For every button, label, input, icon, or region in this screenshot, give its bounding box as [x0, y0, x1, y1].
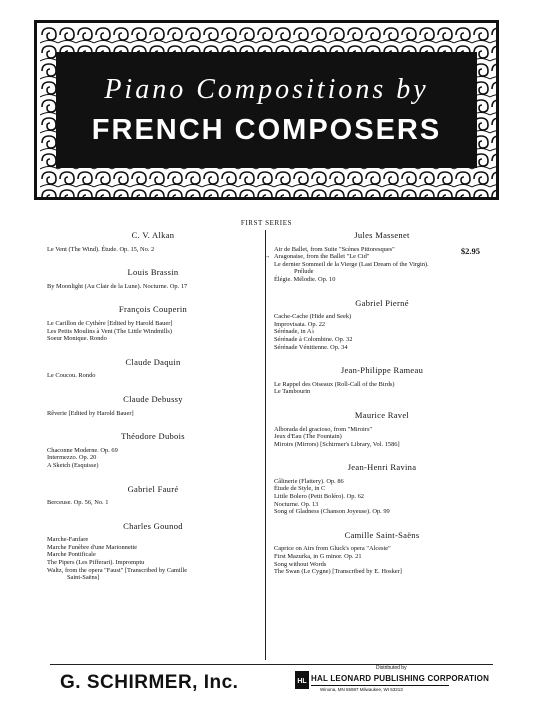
- series-label: FIRST SERIES: [240, 219, 293, 227]
- piece-item: Caprice on Airs from Gluck's opera "Alceste": [274, 545, 391, 553]
- piece-item: Sérénade à Colombine. Op. 32: [274, 335, 353, 343]
- piece-item: Élégie. Mélodie. Op. 10: [274, 275, 336, 283]
- piece-item: Waltz, from the opera "Faust" [Transcribed by Camille: [47, 566, 188, 574]
- piece-item: Song without Words: [274, 560, 327, 568]
- composer-name: Maurice Ravel: [354, 409, 410, 420]
- piece-item: Prélude: [294, 268, 314, 276]
- title-line-2: FRENCH COMPOSERS: [91, 114, 442, 146]
- composer-name: Théodore Dubois: [121, 431, 185, 442]
- piece-item: First Mazurka, in G minor. Op. 21: [274, 553, 362, 561]
- piece-item: Le Coucou. Rondo: [47, 372, 96, 380]
- composer-name: Claude Debussy: [123, 393, 183, 404]
- piece-item: Nocturne. Op. 13: [274, 500, 319, 508]
- piece-item: Rêverie [Edited by Harold Bauer]: [47, 409, 134, 417]
- piece-item: Sérénade Vénitienne. Op. 34: [274, 343, 348, 351]
- piece-item: Intermezzo. Op. 20: [47, 454, 97, 462]
- piece-item: The Pipers (Les Pifferari). Impromptu: [47, 559, 145, 567]
- composer-block: [274, 529, 490, 576]
- composer-name: Charles Gounod: [123, 520, 183, 531]
- piece-item: Étude de Style, in C: [274, 485, 326, 493]
- title-line-1: Piano Compositions by: [104, 74, 429, 105]
- composer-block: [47, 433, 259, 469]
- composer-block: [47, 356, 259, 380]
- composer-block: [274, 297, 490, 352]
- piece-item: Jeux d'Eau (The Fountain): [274, 433, 342, 441]
- column-divider: [265, 230, 266, 660]
- composer-name: Jean-Henri Ravina: [347, 462, 417, 473]
- piece-item: Air de Ballet, from Suite "Scènes Pittoresques": [274, 245, 395, 253]
- publisher-name: G. SCHIRMER, Inc.: [60, 672, 239, 693]
- composer-block: [274, 367, 490, 396]
- composer-name: Louis Brassin: [127, 267, 179, 278]
- composer-name: Gabriel Pierné: [355, 297, 409, 308]
- piece-item: Miroirs (Mirrors) [Schirmer's Library, Vol. 1586]: [274, 440, 400, 448]
- logo-letters: HL: [297, 678, 307, 685]
- piece-item: Improvisata. Op. 22: [274, 320, 326, 328]
- distributor-rule: [311, 685, 449, 686]
- distributor-name: HAL LEONARD PUBLISHING CORPORATION: [311, 674, 490, 683]
- composer-block: [47, 483, 259, 507]
- piece-item: Alborada del gracioso, from "Miroirs": [274, 425, 373, 433]
- composer-name: Gabriel Fauré: [127, 483, 179, 494]
- composer-block: [47, 520, 259, 582]
- distributed-by-label: Distributed by: [376, 665, 407, 671]
- piece-title: Aragonaise, from the Ballet "Le Cid": [274, 253, 370, 261]
- composer-block: [47, 232, 259, 253]
- composer-block: [47, 306, 259, 342]
- piece-item: The Swan (Le Cygne) [Transcribed by E. Hosker]: [274, 568, 402, 576]
- piece-item: Little Bolero (Petit Boléro). Op. 62: [274, 493, 364, 501]
- footer-rule: [50, 664, 493, 665]
- piece-item: Le Carillon de Cythère [Edited by Harold Bauer]: [47, 319, 173, 327]
- composer-name: François Couperin: [118, 304, 188, 315]
- piece-item: Le Tambourin: [274, 388, 311, 396]
- piece-item: Le Vent (The Wind). Étude. Op. 15, No. 2: [47, 245, 155, 253]
- arrow-marker-icon: →: [264, 253, 271, 261]
- left-column: [47, 232, 259, 598]
- distributor-address: Winona, MN 55987 Milwaukee, WI 53213: [320, 687, 403, 692]
- composer-name: Camille Saint-Saëns: [344, 529, 420, 540]
- composer-block: [274, 409, 490, 448]
- piece-item: Saint-Saëns]: [67, 574, 100, 582]
- composer-name: Claude Daquin: [125, 356, 181, 367]
- hal-leonard-logo-icon: [295, 671, 309, 689]
- piece-item: Soeur Monique. Rondo: [47, 335, 107, 343]
- title-panel: [56, 52, 477, 168]
- composer-name: C. V. Alkan: [131, 230, 175, 240]
- composer-block: [274, 464, 490, 516]
- piece-item: Sérénade, in A♭: [274, 328, 315, 336]
- composer-block: [47, 269, 259, 290]
- piece-item: Cache-Cache (Hide and Seek): [274, 313, 352, 321]
- piece-item: [264, 253, 490, 261]
- piece-item: Les Petits Moulins à Vent (The Little Windmills): [47, 327, 172, 335]
- composer-name: Jean-Philippe Rameau: [340, 365, 424, 376]
- piece-item: A Sketch (Esquisse): [47, 461, 99, 469]
- piece-item: Chaconne Moderne. Op. 69: [47, 446, 118, 454]
- piece-item: Song of Gladness (Chanson Joyeuse). Op. 99: [274, 508, 390, 516]
- piece-item: By Moonlight (Au Clair de la Lune). Nocturne. Op. 17: [47, 282, 188, 290]
- piece-item: Marche Pontificale: [47, 551, 96, 559]
- composer-name: Jules Massenet: [354, 230, 410, 240]
- piece-item: Le Rappel des Oiseaux (Roll-Call of the Birds): [274, 380, 395, 388]
- piece-item: Le dernier Sommeil de la Vierge (Last Dream of the Virgin).: [274, 260, 429, 268]
- piece-item: Câlinerie (Flattery). Op. 86: [274, 477, 344, 485]
- piece-item: Berceuse. Op. 56, No. 1: [47, 499, 109, 507]
- composer-block: [264, 230, 490, 284]
- piece-item: Marche-Fanfare: [47, 536, 89, 544]
- right-column: [264, 230, 490, 592]
- composer-block: [47, 393, 259, 417]
- price-label: $2.95: [460, 246, 480, 256]
- piece-item: Marche Funèbre d'une Marionnette: [47, 543, 138, 551]
